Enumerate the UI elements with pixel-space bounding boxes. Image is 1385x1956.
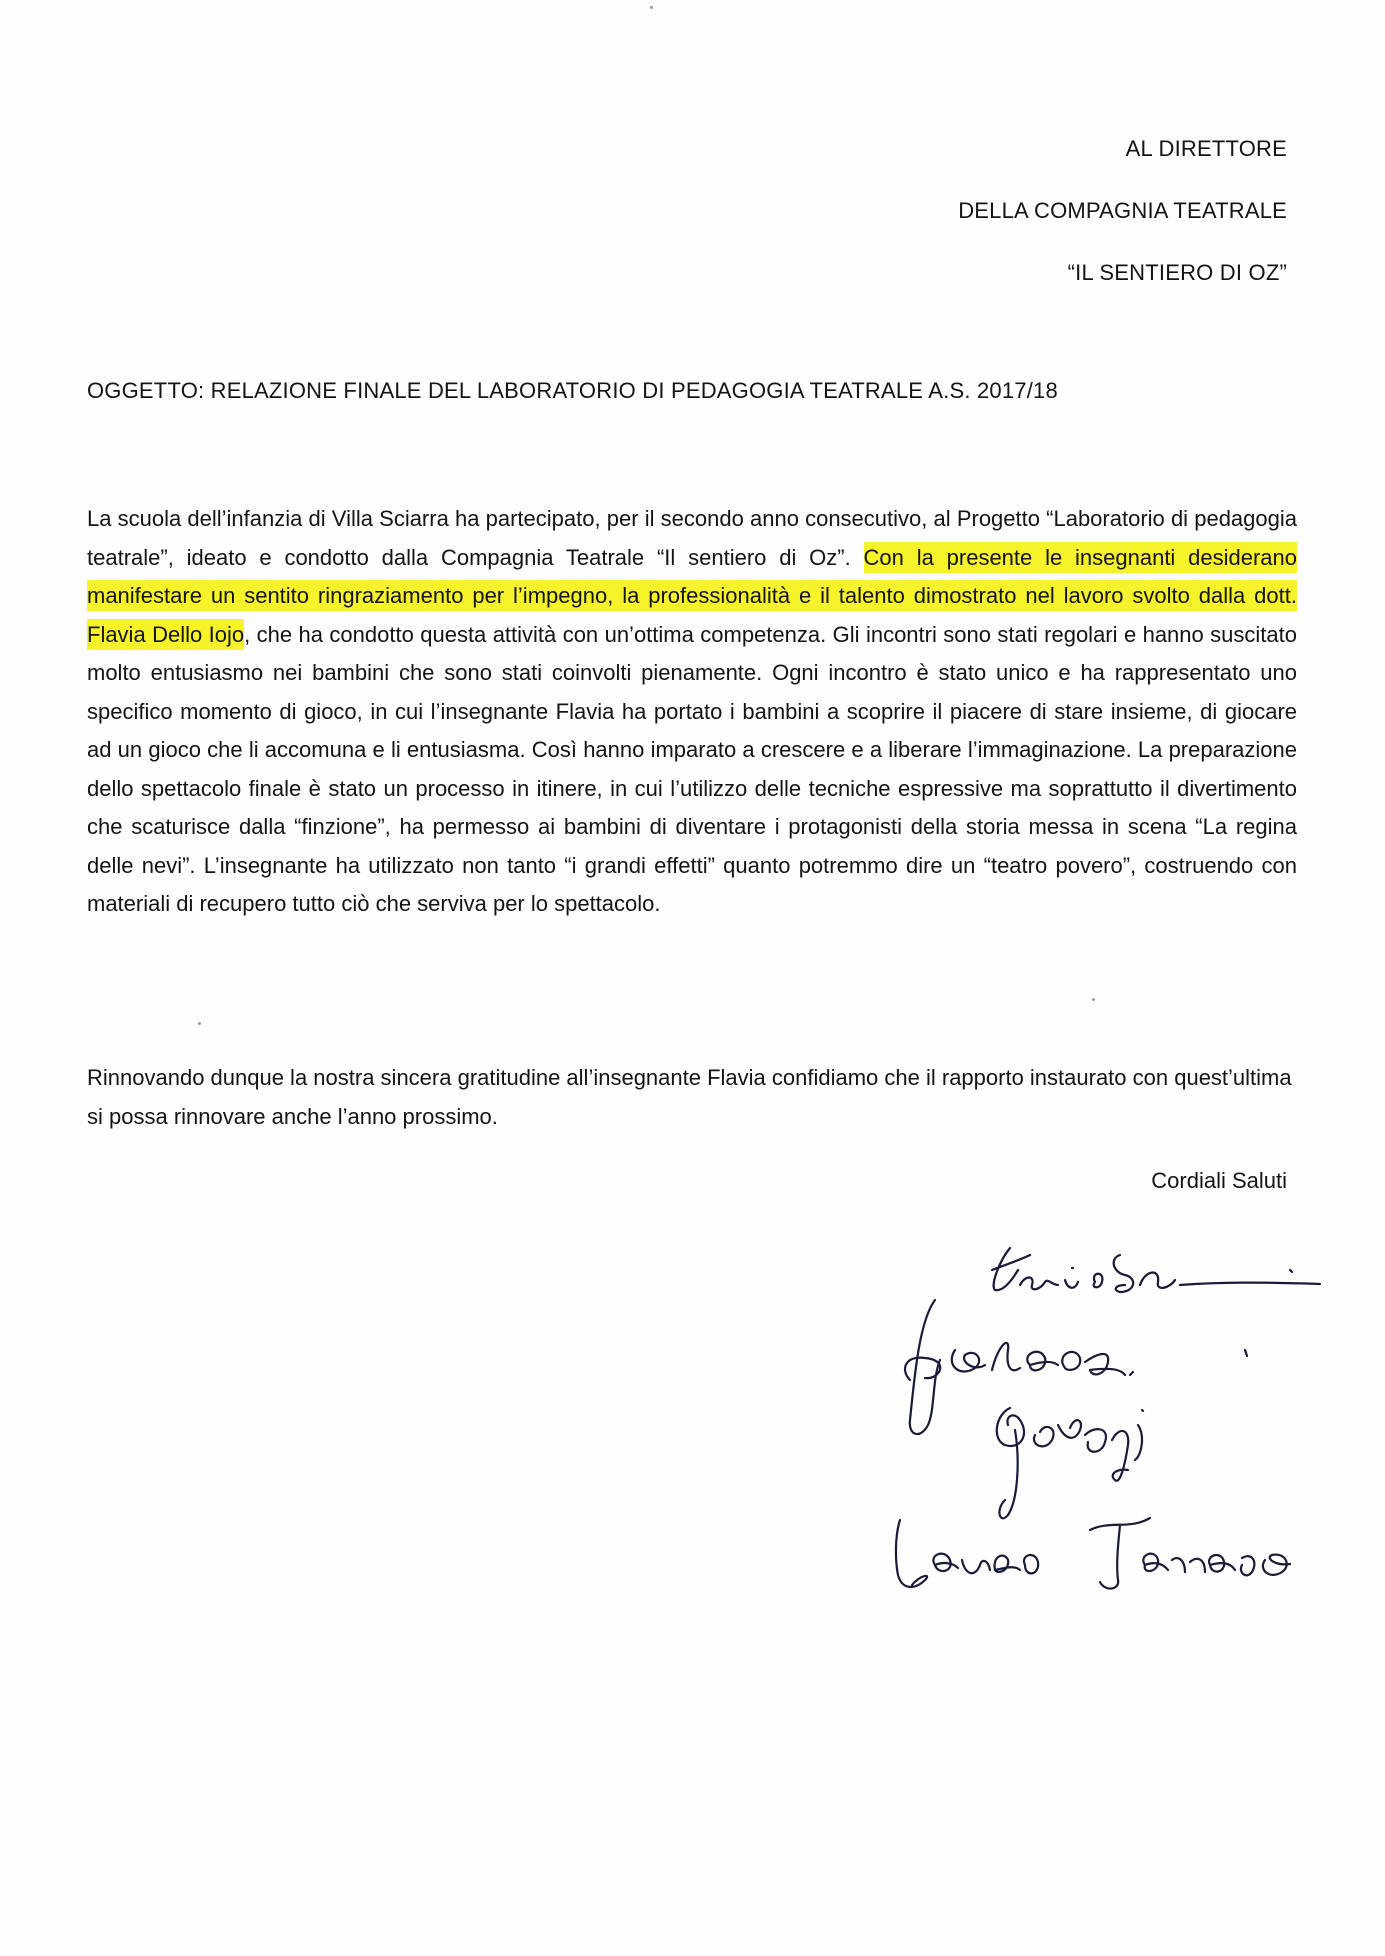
salutation: Cordiali Saluti bbox=[1151, 1168, 1287, 1193]
scan-speck bbox=[198, 1022, 201, 1025]
highlighted-text: Con la presente le insegnanti desiderano manifestare un sentito ringraziamento per l’impegno, la professionalità e il talento dimostrato nel lavoro svolto dalla dott. Flavia Dello Iojo bbox=[87, 542, 1297, 650]
closing-paragraph bbox=[87, 1058, 1297, 1136]
addressee-line-2: DELLA COMPAGNIA TEATRALE bbox=[958, 198, 1287, 223]
scan-speck bbox=[650, 6, 653, 9]
subject-line: OGGETTO: RELAZIONE FINALE DEL LABORATORIO DI PEDAGOGIA TEATRALE A.S. 2017/18 bbox=[87, 378, 1058, 403]
signature-1 bbox=[992, 1248, 1320, 1292]
addressee-block bbox=[958, 118, 1287, 304]
closing-text: Rinnovando dunque la nostra sincera gratitudine all’insegnante Flavia confidiamo che il rapporto instaurato con quest’ultima si possa rinnovare anche l’anno prossimo. bbox=[87, 1065, 1292, 1129]
addressee-line-3: “IL SENTIERO DI OZ” bbox=[1067, 260, 1287, 285]
signature-2 bbox=[905, 1300, 1247, 1434]
scan-speck bbox=[1092, 998, 1095, 1001]
body-text-part-2: , che ha condotto questa attività con un’ottima competenza. Gli incontri sono stati regolari e hanno suscitato molto entusiasmo nei bambini che sono stati coinvolti pienamente. Ogni incontro è stato unico e ha rappresentato uno specifico momento di gioco, in cui l’insegnante Flavia ha portato i bambini a scoprire il piacere di stare insieme, di giocare ad un gioco che li accomuna e li entusiasma. Così hanno imparato a crescere e a liberare l’immaginazione. La preparazione dello spettacolo finale è stato un processo in itinere, in cui l’utilizzo delle tecniche espressive ma soprattutto il divertimento che scaturisce dalla “finzione”, ha permesso ai bambini di diventare i protagonisti della storia messa in scena “La regina delle nevi”. L’insegnante ha utilizzato non tanto “i grandi effetti” quanto potremmo dire un “teatro povero”, costruendo con materiali di recupero tutto ciò che serviva per lo spettacolo. bbox=[87, 621, 1297, 916]
addressee-line-1: AL DIRETTORE bbox=[1125, 136, 1287, 161]
signature-4 bbox=[896, 1518, 1290, 1589]
signatures-block bbox=[880, 1230, 1340, 1610]
body-paragraph bbox=[87, 500, 1297, 924]
signature-3 bbox=[997, 1408, 1143, 1518]
body-text-part-1: La scuola dell’infanzia di Villa Sciarra ha partecipato, per il secondo anno consecutivo, al Progetto “Laboratorio di pedagogia teatrale”, ideato e condotto dalla Compagnia Teatrale “Il sentiero di Oz”. bbox=[87, 506, 1297, 570]
